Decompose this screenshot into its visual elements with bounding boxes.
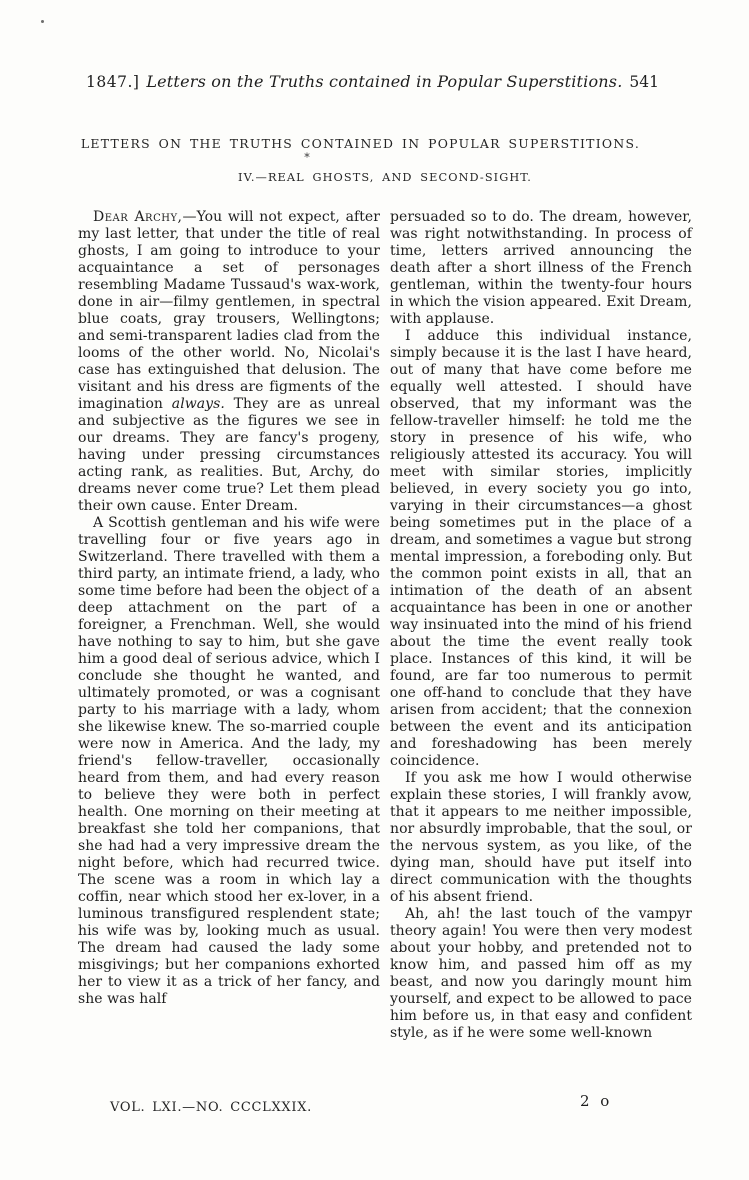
header-year: 1847.] — [86, 73, 140, 91]
header-page-number: 541 — [629, 73, 659, 91]
paragraph: A Scottish gentleman and his wife were travelling four or five years ago in Switzerland. There travelled with them a third party, an intimate friend, a lady, who some time before had been the object of a deep attachment on the part of a foreigner, a Frenchman. Well, she would have nothing to say to him, but she gave him a good deal of serious advice, which I conclude she thought he wanted, and ultimately promoted, or was a cognisant party to his marriage with a lady, whom she likewise knew. The so-married couple were now in America. And the lady, my friend's fellow-traveller, occasionally heard from them, and had every reason to believe they were both in perfect health. One morning on their meeting at breakfast she told her companions, that she had had a very impressive dream the night before, which had recurred twice. The scene was a room in which lay a coffin, near which stood her ex-lover, in a luminous transfigured resplendent state; his wife was by, looking much as usual. The dream had caused the lady some misgivings; but her companions exhorted her to view it as a trick of her fancy, and she was half — [78, 515, 380, 1007]
scan-speck-artifact — [41, 20, 44, 23]
emphasized-word: always. — [171, 396, 225, 412]
column-right — [390, 209, 692, 1042]
volume-number-line: VOL. LXI.—NO. CCCLXXIX. — [110, 1100, 313, 1115]
salutation-small-caps: Dear Archy, — [93, 209, 183, 225]
printers-signature-mark: 2 o — [580, 1092, 613, 1110]
paragraph: Ah, ah! the last touch of the vampyr theory again! You were then very modest about your hobby, and pretended not to know him, and passed him off as my beast, and now you daringly mount him yourself, and expect to be allowed to pace him before us, in that easy and confident style, as if he were some well-known — [390, 906, 692, 1041]
column-left — [78, 209, 380, 1042]
header-running-title: Letters on the Truths contained in Popular Superstitions. — [146, 72, 623, 91]
paragraph: Dear Archy,—You will not expect, after my last letter, that under the title of real ghosts, I am going to introduce to your acquaintance a set of personages resembling Madame Tussaud's wax-work, done in air—filmy gentlemen, in spectral blue coats, gray trousers, Wellingtons; and semi-transparent ladies clad from the looms of the other world. No, Nicolai's case has extinguished that delusion. The visitant and his dress are figments of the imagination always. They are as unreal and subjective as the figures we see in our dreams. They are fancy's progeny, having under pressing circumstances acting rank, as realities. But, Archy, do dreams never come true? Let them plead their own cause. Enter Dream. — [78, 209, 380, 514]
paragraph: If you ask me how I would otherwise explain these stories, I will frankly avow, that it appears to me neither impossible, nor absurdly improbable, that the soul, or the nervous system, as you like, of the dying man, should have put itself into direct communication with the thoughts of his absent friend. — [390, 770, 692, 905]
paragraph: persuaded so to do. The dream, however, was right notwithstanding. In process of time, letters arrived announcing the death after a short illness of the French gentleman, within the twenty-four hours in which the vision appeared. Exit Dream, with applause. — [390, 209, 692, 327]
asterisk-ornament: * — [304, 151, 310, 164]
section-heading: IV.—REAL GHOSTS, AND SECOND-SIGHT. — [238, 171, 532, 184]
running-header — [86, 72, 659, 91]
paragraph: I adduce this individual instance, simply because it is the last I have heard, out of many that have come before me equally well attested. I should have observed, that my informant was the fellow-traveller himself: he told me the story in presence of his wife, who religiously attested its accuracy. You will meet with similar stories, implicitly believed, in every society you go into, varying in their circumstances—a ghost being sometimes put in the place of a dream, and sometimes a vague but strong mental impression, a foreboding only. But the common point exists in all, that an intimation of the death of an absent acquaintance has been in one or another way insinuated into the mind of his friend about the time the event really took place. Instances of this kind, it will be found, are far too numerous to permit one off-hand to conclude that they have arisen from accident; that the connexion between the event and its anticipation and foreshadowing has been merely coincidence. — [390, 328, 692, 769]
article-title: LETTERS ON THE TRUTHS CONTAINED IN POPULAR SUPERSTITIONS. — [80, 136, 641, 151]
text-columns — [78, 209, 692, 1042]
